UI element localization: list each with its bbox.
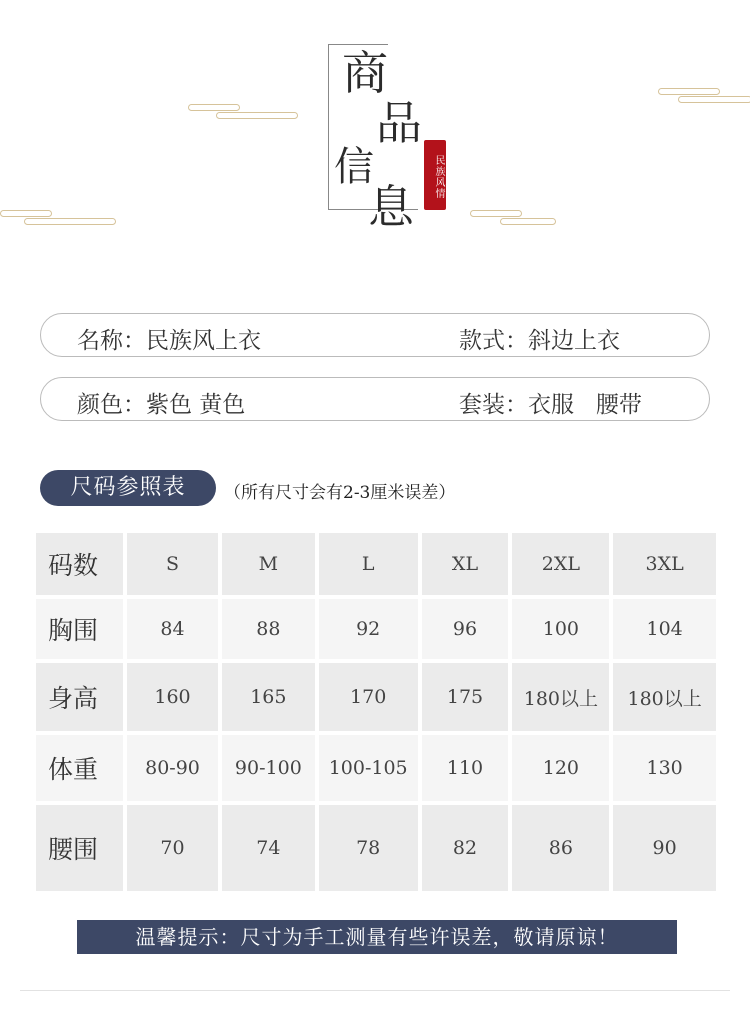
table-cell: 70 <box>127 805 218 891</box>
table-cell: 104 <box>613 599 716 659</box>
size-chart-note: （所有尺寸会有2-3厘米误差） <box>224 483 456 503</box>
table-cell: 180以上 <box>512 663 609 731</box>
table-cell: 80-90 <box>127 735 218 801</box>
table-row <box>36 599 716 659</box>
table-row <box>36 533 716 595</box>
table-row <box>36 663 716 731</box>
bottom-divider <box>20 990 730 991</box>
row-header-chest: 胸围 <box>36 599 123 659</box>
title-char-4: 息 <box>368 180 414 234</box>
table-row <box>36 735 716 801</box>
product-set: 套装：衣服 腰带 <box>459 392 642 418</box>
table-cell: 90-100 <box>222 735 315 801</box>
table-cell: 160 <box>127 663 218 731</box>
table-cell: M <box>222 533 315 595</box>
table-cell: 96 <box>422 599 509 659</box>
table-cell: 175 <box>422 663 509 731</box>
table-cell: 2XL <box>512 533 609 595</box>
table-cell: 120 <box>512 735 609 801</box>
table-cell: 88 <box>222 599 315 659</box>
info-row-name-style <box>40 313 710 357</box>
table-cell: S <box>127 533 218 595</box>
table-cell: 3XL <box>613 533 716 595</box>
table-cell: 110 <box>422 735 509 801</box>
table-cell: 180以上 <box>613 663 716 731</box>
product-style: 款式：斜边上衣 <box>459 328 620 354</box>
product-color: 颜色：紫色 黄色 <box>77 392 246 418</box>
measurement-tip-banner: 温馨提示：尺寸为手工测量有些许误差，敬请原谅！ <box>77 920 677 954</box>
table-cell: 130 <box>613 735 716 801</box>
table-cell: 170 <box>319 663 418 731</box>
title-frame-left <box>328 44 329 210</box>
table-cell: 78 <box>319 805 418 891</box>
title-frame-top <box>328 44 388 45</box>
table-cell: XL <box>422 533 509 595</box>
size-chart-heading: 尺码参照表 <box>40 470 216 506</box>
product-name: 名称：民族风上衣 <box>77 328 261 354</box>
table-cell: 74 <box>222 805 315 891</box>
info-row-color-set <box>40 377 710 421</box>
table-cell: 100-105 <box>319 735 418 801</box>
table-cell: 100 <box>512 599 609 659</box>
title-char-3: 信 <box>334 144 374 190</box>
row-header-waist: 腰围 <box>36 805 123 891</box>
seal-stamp: 民族风情 <box>424 140 446 210</box>
title-char-2: 品 <box>376 96 422 150</box>
table-cell: 86 <box>512 805 609 891</box>
row-header-height: 身高 <box>36 663 123 731</box>
table-cell: 82 <box>422 805 509 891</box>
table-cell: 165 <box>222 663 315 731</box>
table-row <box>36 805 716 891</box>
table-cell: 90 <box>613 805 716 891</box>
table-cell: L <box>319 533 418 595</box>
table-cell: 92 <box>319 599 418 659</box>
size-table <box>36 533 716 895</box>
title-char-1: 商 <box>342 46 388 100</box>
row-header-weight: 体重 <box>36 735 123 801</box>
table-cell: 84 <box>127 599 218 659</box>
row-header-size: 码数 <box>36 533 123 595</box>
